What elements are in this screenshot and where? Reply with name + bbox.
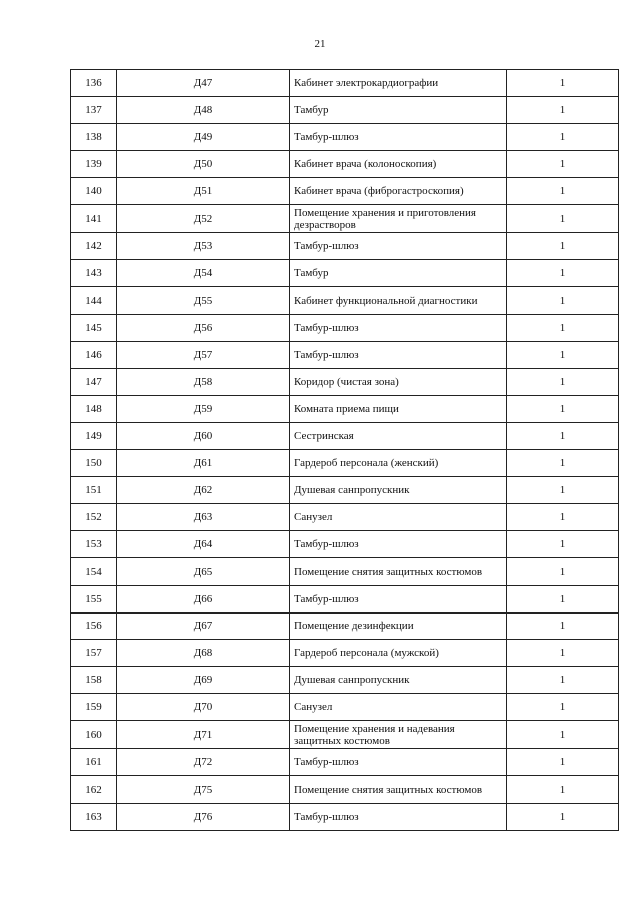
room-name: Тамбур bbox=[290, 260, 507, 287]
room-name: Тамбур-шлюз bbox=[290, 342, 507, 369]
table-row bbox=[71, 178, 619, 205]
room-quantity: 1 bbox=[507, 477, 619, 504]
room-name: Душевая санпропускник bbox=[290, 477, 507, 504]
row-number: 149 bbox=[71, 423, 117, 450]
table-row bbox=[71, 504, 619, 531]
table-row bbox=[71, 531, 619, 558]
row-number: 154 bbox=[71, 558, 117, 586]
room-name: Помещение дезинфекции bbox=[290, 613, 507, 640]
room-name: Тамбур-шлюз bbox=[290, 124, 507, 151]
table-row bbox=[71, 749, 619, 776]
room-quantity: 1 bbox=[507, 640, 619, 667]
room-code: Д68 bbox=[117, 640, 290, 667]
room-quantity: 1 bbox=[507, 423, 619, 450]
room-quantity: 1 bbox=[507, 531, 619, 558]
room-quantity: 1 bbox=[507, 749, 619, 776]
row-number: 146 bbox=[71, 342, 117, 369]
table-row bbox=[71, 205, 619, 233]
room-quantity: 1 bbox=[507, 586, 619, 613]
room-name: Комната приема пищи bbox=[290, 396, 507, 423]
table-row bbox=[71, 233, 619, 260]
room-code: Д64 bbox=[117, 531, 290, 558]
row-number: 161 bbox=[71, 749, 117, 776]
room-name: Санузел bbox=[290, 504, 507, 531]
row-number: 150 bbox=[71, 450, 117, 477]
room-code: Д53 bbox=[117, 233, 290, 260]
table-row bbox=[71, 315, 619, 342]
room-code: Д70 bbox=[117, 694, 290, 721]
room-code: Д60 bbox=[117, 423, 290, 450]
room-code: Д65 bbox=[117, 558, 290, 586]
table-row bbox=[71, 586, 619, 613]
room-quantity: 1 bbox=[507, 205, 619, 233]
table-row bbox=[71, 694, 619, 721]
room-code: Д55 bbox=[117, 287, 290, 315]
row-number: 162 bbox=[71, 776, 117, 804]
room-quantity: 1 bbox=[507, 260, 619, 287]
room-code: Д49 bbox=[117, 124, 290, 151]
room-name: Тамбур-шлюз bbox=[290, 233, 507, 260]
table-row bbox=[71, 667, 619, 694]
table-row bbox=[71, 613, 619, 640]
room-quantity: 1 bbox=[507, 70, 619, 97]
room-quantity: 1 bbox=[507, 151, 619, 178]
room-quantity: 1 bbox=[507, 287, 619, 315]
table-row bbox=[71, 396, 619, 423]
row-number: 159 bbox=[71, 694, 117, 721]
table-row bbox=[71, 342, 619, 369]
row-number: 157 bbox=[71, 640, 117, 667]
room-quantity: 1 bbox=[507, 804, 619, 831]
room-code: Д63 bbox=[117, 504, 290, 531]
row-number: 148 bbox=[71, 396, 117, 423]
room-quantity: 1 bbox=[507, 667, 619, 694]
room-code: Д54 bbox=[117, 260, 290, 287]
room-code: Д51 bbox=[117, 178, 290, 205]
row-number: 152 bbox=[71, 504, 117, 531]
room-code: Д62 bbox=[117, 477, 290, 504]
room-code: Д76 bbox=[117, 804, 290, 831]
row-number: 138 bbox=[71, 124, 117, 151]
row-number: 139 bbox=[71, 151, 117, 178]
row-number: 143 bbox=[71, 260, 117, 287]
room-code: Д61 bbox=[117, 450, 290, 477]
room-quantity: 1 bbox=[507, 721, 619, 749]
row-number: 147 bbox=[71, 369, 117, 396]
room-quantity: 1 bbox=[507, 233, 619, 260]
row-number: 153 bbox=[71, 531, 117, 558]
room-quantity: 1 bbox=[507, 450, 619, 477]
room-quantity: 1 bbox=[507, 776, 619, 804]
room-code: Д75 bbox=[117, 776, 290, 804]
room-name: Тамбур bbox=[290, 97, 507, 124]
room-code: Д69 bbox=[117, 667, 290, 694]
room-name: Кабинет функциональной диагностики bbox=[290, 287, 507, 315]
rooms-table-body bbox=[71, 70, 619, 831]
row-number: 156 bbox=[71, 613, 117, 640]
row-number: 136 bbox=[71, 70, 117, 97]
room-name: Тамбур-шлюз bbox=[290, 586, 507, 613]
row-number: 155 bbox=[71, 586, 117, 613]
row-number: 140 bbox=[71, 178, 117, 205]
table-row bbox=[71, 450, 619, 477]
room-code: Д52 bbox=[117, 205, 290, 233]
room-quantity: 1 bbox=[507, 178, 619, 205]
room-quantity: 1 bbox=[507, 613, 619, 640]
room-code: Д56 bbox=[117, 315, 290, 342]
table-row bbox=[71, 70, 619, 97]
room-quantity: 1 bbox=[507, 504, 619, 531]
row-number: 151 bbox=[71, 477, 117, 504]
room-name: Помещение хранения и приготовления дезрастворов bbox=[290, 205, 507, 233]
table-row bbox=[71, 640, 619, 667]
table-row bbox=[71, 776, 619, 804]
row-number: 158 bbox=[71, 667, 117, 694]
room-name: Кабинет врача (фиброгастроскопия) bbox=[290, 178, 507, 205]
room-name: Помещение снятия защитных костюмов bbox=[290, 558, 507, 586]
room-code: Д66 bbox=[117, 586, 290, 613]
row-number: 137 bbox=[71, 97, 117, 124]
room-name: Кабинет врача (колоноскопия) bbox=[290, 151, 507, 178]
room-code: Д58 bbox=[117, 369, 290, 396]
table-row bbox=[71, 721, 619, 749]
room-name: Помещение снятия защитных костюмов bbox=[290, 776, 507, 804]
room-code: Д71 bbox=[117, 721, 290, 749]
room-code: Д57 bbox=[117, 342, 290, 369]
room-code: Д72 bbox=[117, 749, 290, 776]
room-code: Д67 bbox=[117, 613, 290, 640]
room-quantity: 1 bbox=[507, 558, 619, 586]
row-number: 142 bbox=[71, 233, 117, 260]
table-row bbox=[71, 97, 619, 124]
table-row bbox=[71, 287, 619, 315]
room-name: Гардероб персонала (женский) bbox=[290, 450, 507, 477]
room-name: Сестринская bbox=[290, 423, 507, 450]
room-name: Коридор (чистая зона) bbox=[290, 369, 507, 396]
row-number: 163 bbox=[71, 804, 117, 831]
room-name: Помещение хранения и надевания защитных костюмов bbox=[290, 721, 507, 749]
room-quantity: 1 bbox=[507, 124, 619, 151]
room-name: Душевая санпропускник bbox=[290, 667, 507, 694]
room-name: Кабинет электрокардиографии bbox=[290, 70, 507, 97]
room-quantity: 1 bbox=[507, 369, 619, 396]
row-number: 145 bbox=[71, 315, 117, 342]
table-row bbox=[71, 558, 619, 586]
page-number: 21 bbox=[314, 38, 326, 50]
room-code: Д59 bbox=[117, 396, 290, 423]
table-row bbox=[71, 151, 619, 178]
room-name: Тамбур-шлюз bbox=[290, 749, 507, 776]
table-row bbox=[71, 260, 619, 287]
row-number: 144 bbox=[71, 287, 117, 315]
room-quantity: 1 bbox=[507, 396, 619, 423]
room-name: Тамбур-шлюз bbox=[290, 315, 507, 342]
table-row bbox=[71, 423, 619, 450]
room-code: Д50 bbox=[117, 151, 290, 178]
rooms-table bbox=[70, 69, 619, 831]
row-number: 141 bbox=[71, 205, 117, 233]
row-number: 160 bbox=[71, 721, 117, 749]
table-row bbox=[71, 369, 619, 396]
room-name: Тамбур-шлюз bbox=[290, 531, 507, 558]
table-row bbox=[71, 804, 619, 831]
room-name: Гардероб персонала (мужской) bbox=[290, 640, 507, 667]
room-name: Санузел bbox=[290, 694, 507, 721]
table-row bbox=[71, 124, 619, 151]
room-code: Д48 bbox=[117, 97, 290, 124]
table-row bbox=[71, 477, 619, 504]
room-name: Тамбур-шлюз bbox=[290, 804, 507, 831]
room-quantity: 1 bbox=[507, 97, 619, 124]
room-code: Д47 bbox=[117, 70, 290, 97]
room-quantity: 1 bbox=[507, 342, 619, 369]
room-quantity: 1 bbox=[507, 694, 619, 721]
room-quantity: 1 bbox=[507, 315, 619, 342]
